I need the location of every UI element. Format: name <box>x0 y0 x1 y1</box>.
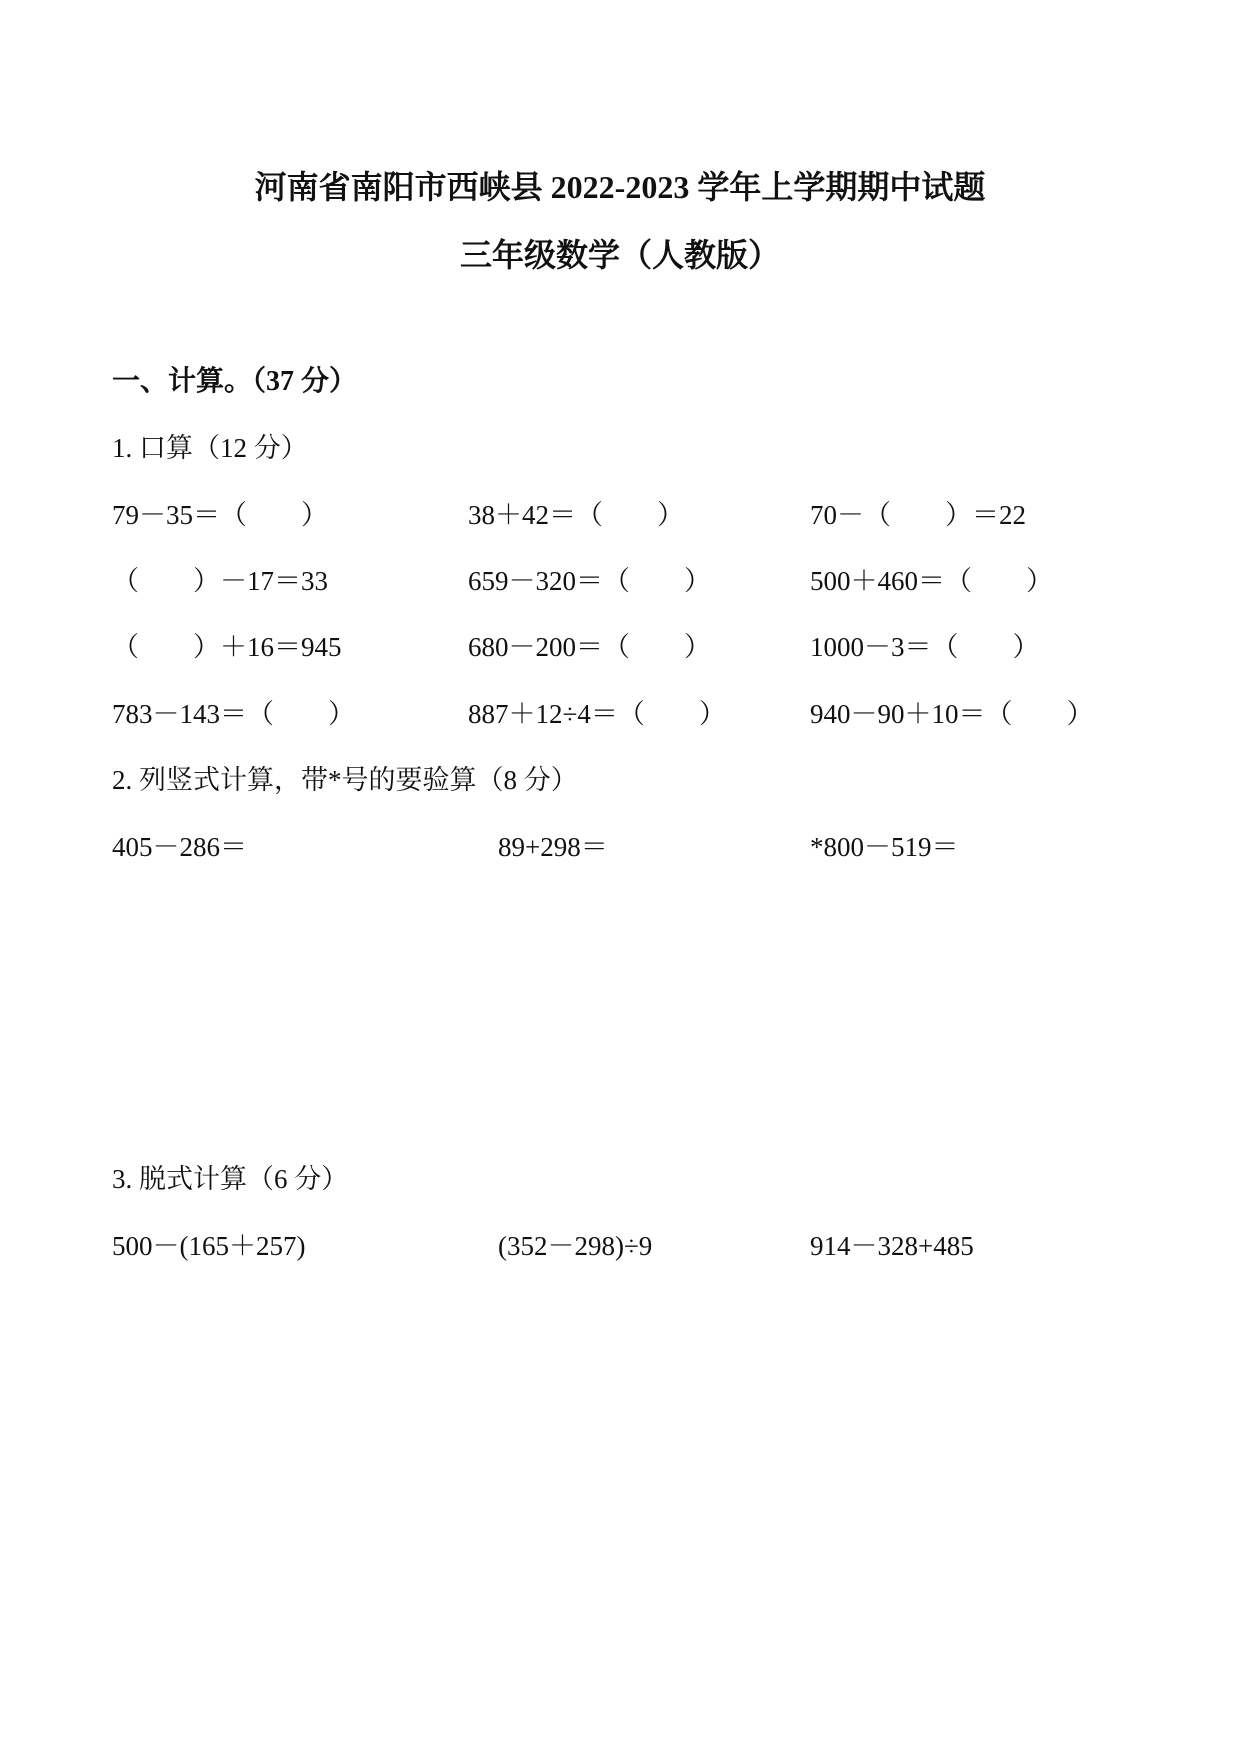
oral-problem: 940－90＋10＝（ ） <box>810 699 1094 729</box>
stepwise-calc-problem: (352－298)÷9 <box>498 1231 653 1261</box>
oral-problem: （ ）－17＝33 <box>112 566 328 596</box>
stepwise-calc-row <box>112 1226 1128 1266</box>
part2-heading: 2. 列竖式计算，带*号的要验算（8 分） <box>112 765 578 795</box>
oral-row-4 <box>112 694 1128 734</box>
exam-title: 河南省南阳市西峡县 2022-2023 学年上学期期中试题 <box>254 169 986 205</box>
part1-heading: 1. 口算（12 分） <box>112 433 308 463</box>
section-heading: 一、计算。（37 分） <box>112 366 358 397</box>
oral-problem: （ ）＋16＝945 <box>112 632 342 662</box>
oral-problem: 680－200＝（ ） <box>468 632 711 662</box>
oral-problem: 70－（ ）＝22 <box>810 500 1026 530</box>
vertical-calc-row <box>112 827 1128 867</box>
oral-row-1 <box>112 495 1128 535</box>
exam-subtitle: 三年级数学（人教版） <box>459 237 780 273</box>
stepwise-calc-problem: 500－(165＋257) <box>112 1231 306 1261</box>
oral-problem: 659－320＝（ ） <box>468 566 711 596</box>
oral-row-3 <box>112 627 1128 667</box>
oral-row-2 <box>112 561 1128 601</box>
part3-heading: 3. 脱式计算（6 分） <box>112 1164 349 1194</box>
vertical-calc-problem: 405－286＝ <box>112 832 247 862</box>
oral-problem: 887＋12÷4＝（ ） <box>468 699 726 729</box>
oral-problem: 79－35＝（ ） <box>112 500 328 530</box>
stepwise-calc-problem: 914－328+485 <box>810 1231 974 1261</box>
vertical-calc-problem: 89+298＝ <box>498 832 608 862</box>
oral-problem: 783－143＝（ ） <box>112 699 355 729</box>
oral-problem: 1000－3＝（ ） <box>810 632 1040 662</box>
oral-problem: 38＋42＝（ ） <box>468 500 684 530</box>
oral-problem: 500＋460＝（ ） <box>810 566 1053 596</box>
vertical-calc-problem: *800－519＝ <box>810 832 959 862</box>
